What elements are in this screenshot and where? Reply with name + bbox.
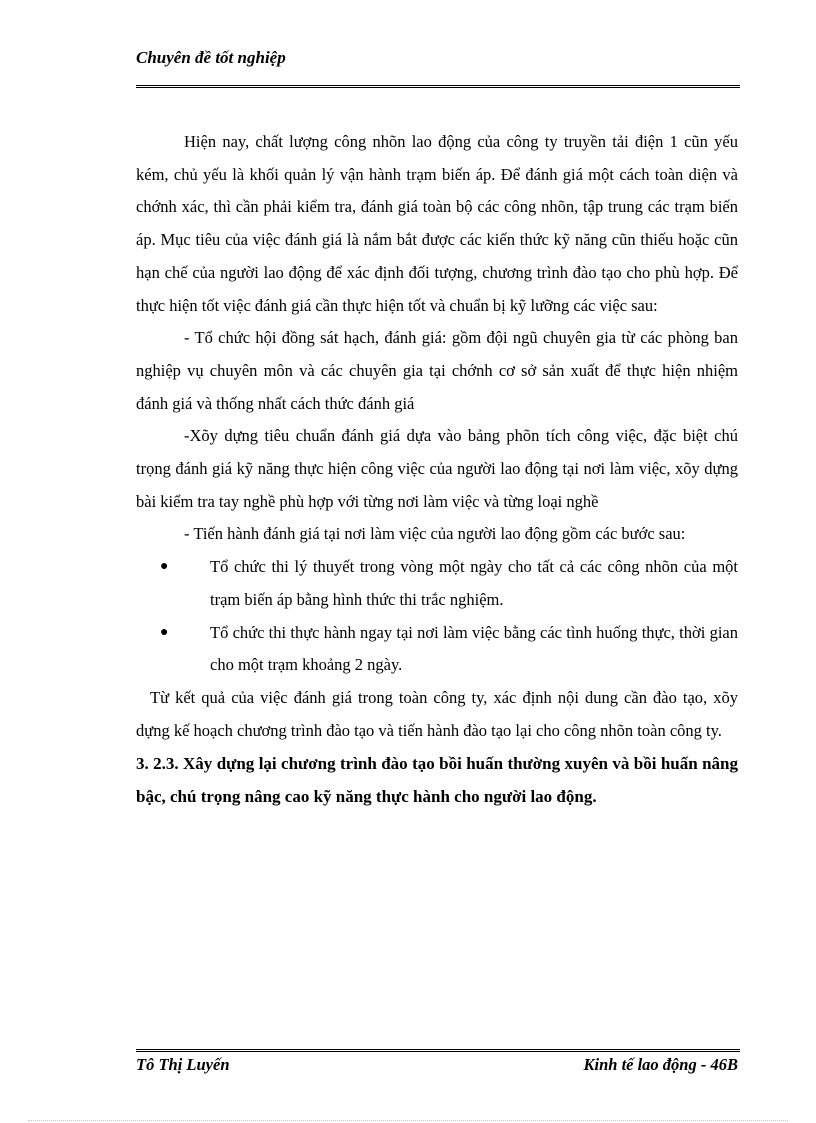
section-heading: 3. 2.3. Xây dựng lại chương trình đào tạo bồi huấn thường xuyên và bồi huấn nâng bậc, chú trọng nâng cao kỹ năng thực hành cho người lao động. <box>136 754 738 807</box>
bullet-list <box>136 551 738 682</box>
page-header-title: Chuyên đề tốt nghiệp <box>136 48 286 67</box>
paragraph-intro: Hiện nay, chất lượng công nhõn lao động của công ty truyền tải điện 1 cũn yếu kém, chủ yếu là khối quản lý vận hành trạm biến áp. Để đánh giá một cách toàn diện và chớnh xác, thì cần phải kiểm tra, đánh giá toàn bộ các công nhõn, tập trung các trạm biến áp. Mục tiêu của việc đánh giá là nắm bắt được các kiến thức kỹ năng cũn thiếu hoặc cũn hạn chế của người lao động để xác định đối tượng, chương trình đào tạo cho phù hợp. Để thực hiện tốt việc đánh giá cần thực hiện tốt và chuẩn bị kỹ lưỡng các việc sau: <box>136 132 738 315</box>
document-body <box>136 126 738 813</box>
footer-author: Tô Thị Luyến <box>136 1055 230 1074</box>
bullet-text: Tổ chức thi lý thuyết trong vòng một ngày cho tất cả các công nhõn của một trạm biến áp bằng hình thức thi trắc nghiệm. <box>210 557 738 609</box>
footer-rule <box>136 1049 740 1052</box>
bullet-icon: ● <box>160 559 169 575</box>
bullet-icon: ● <box>160 624 169 640</box>
page-edge-divider <box>28 1120 788 1121</box>
paragraph-council: - Tổ chức hội đồng sát hạch, đánh giá: gồm đội ngũ chuyên gia từ các phòng ban nghiệp vụ chuyên môn và các chuyên gia tại chớnh cơ sở sản xuất để thực hiện nhiệm đánh giá và thống nhất cách thức đánh giá <box>136 328 738 413</box>
list-item <box>160 551 738 616</box>
paragraph-assessment: - Tiến hành đánh giá tại nơi làm việc của người lao động gồm các bước sau: <box>184 524 686 544</box>
paragraph-standards: -Xõy dựng tiêu chuẩn đánh giá dựa vào bảng phõn tích công việc, đặc biệt chú trọng đánh giá kỹ năng thực hiện công việc của người lao động tại nơi làm việc, xõy dựng bài kiểm tra tay nghề phù hợp với từng nơi làm việc và từng loại nghề <box>136 426 738 511</box>
header-rule <box>136 85 740 88</box>
footer-class: Kinh tế lao động - 46B <box>583 1055 738 1074</box>
bullet-text: Tổ chức thi thực hành ngay tại nơi làm việc bằng các tình huống thực, thời gian cho một trạm khoảng 2 ngày. <box>210 622 738 675</box>
paragraph-closing: Từ kết quả của việc đánh giá trong toàn công ty, xác định nội dung cần đào tạo, xõy dựng kế hoạch chương trình đào tạo và tiến hành đào tạo lại cho công nhõn toàn công ty. <box>136 687 738 740</box>
list-item <box>160 617 738 682</box>
